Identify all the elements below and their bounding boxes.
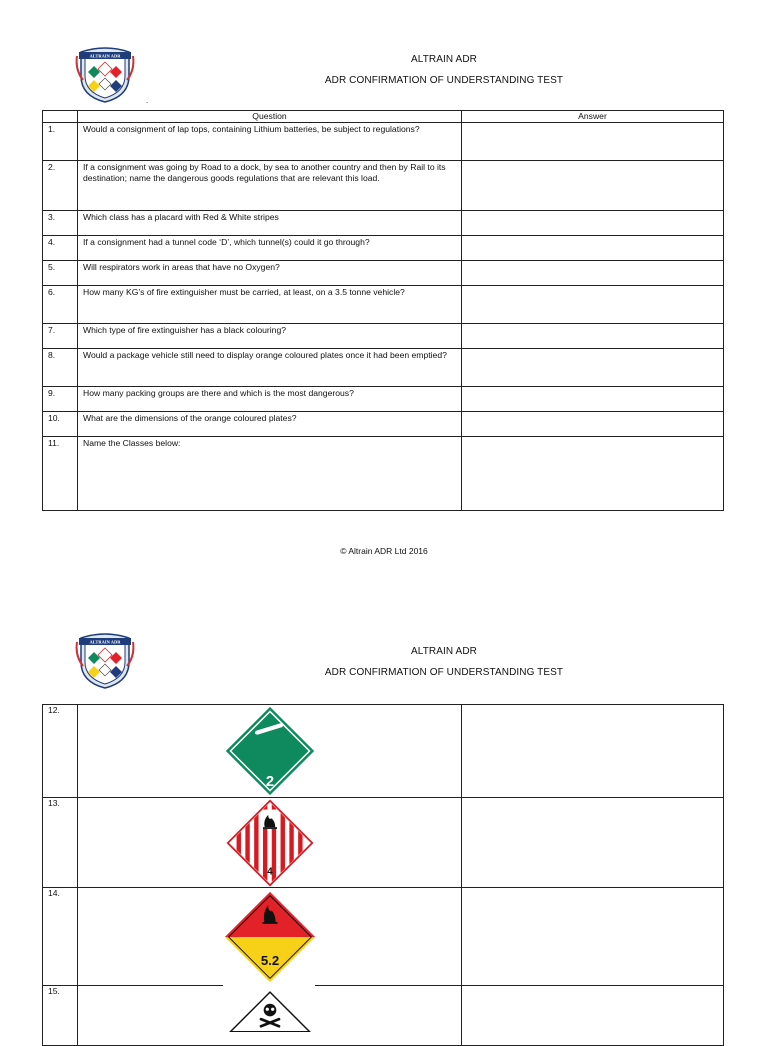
row-number: 8. xyxy=(43,349,78,387)
document-subtitle: ADR CONFIRMATION OF UNDERSTANDING TEST xyxy=(324,667,564,678)
row-number: 13. xyxy=(43,798,78,888)
answer-cell[interactable] xyxy=(462,236,724,261)
table-row xyxy=(43,261,724,286)
placard-class-number: 5.2 xyxy=(260,952,279,968)
placard-cell xyxy=(78,986,462,1046)
row-number: 10. xyxy=(43,412,78,437)
answer-cell[interactable] xyxy=(462,123,724,161)
row-number: 11. xyxy=(43,437,78,511)
table-row xyxy=(43,236,724,261)
answer-column-header: Answer xyxy=(462,111,724,123)
company-crest-logo xyxy=(75,44,135,104)
row-number: 9. xyxy=(43,387,78,412)
row-number: 3. xyxy=(43,211,78,236)
answer-cell[interactable] xyxy=(462,261,724,286)
answer-cell[interactable] xyxy=(462,705,724,798)
answer-cell[interactable] xyxy=(462,888,724,986)
table-row xyxy=(43,888,724,986)
stray-dot: . xyxy=(146,96,149,105)
questions-table xyxy=(42,110,724,511)
answer-cell[interactable] xyxy=(462,387,724,412)
answer-cell[interactable] xyxy=(462,412,724,437)
flame-icon xyxy=(225,799,315,887)
table-row xyxy=(43,211,724,236)
answer-cell[interactable] xyxy=(462,161,724,211)
answer-cell[interactable] xyxy=(462,798,724,888)
placard-cell xyxy=(78,888,462,986)
table-row xyxy=(43,387,724,412)
row-number: 5. xyxy=(43,261,78,286)
question-text: Would a consignment of lap tops, containing Lithium batteries, be subject to regulations? xyxy=(78,123,462,161)
row-number: 12. xyxy=(43,705,78,798)
question-text: Will respirators work in areas that have no Oxygen? xyxy=(78,261,462,286)
answer-cell[interactable] xyxy=(462,437,724,511)
placards-table xyxy=(42,704,724,1046)
placard-cell xyxy=(78,705,462,798)
answer-cell[interactable] xyxy=(462,986,724,1046)
row-number: 6. xyxy=(43,286,78,324)
table-row xyxy=(43,705,724,798)
row-number: 15. xyxy=(43,986,78,1046)
row-number: 7. xyxy=(43,324,78,349)
question-text: Would a package vehicle still need to display orange coloured plates once it had been emptied? xyxy=(78,349,462,387)
row-number: 4. xyxy=(43,236,78,261)
question-text: Name the Classes below: xyxy=(78,437,462,511)
question-text: How many packing groups are there and which is the most dangerous? xyxy=(78,387,462,412)
question-text: If a consignment had a tunnel code ‘D’, which tunnel(s) could it go through? xyxy=(78,236,462,261)
svg-text:ALTRAIN ADR: ALTRAIN ADR xyxy=(89,53,121,59)
row-number: 14. xyxy=(43,888,78,986)
table-row xyxy=(43,286,724,324)
question-text: Which class has a placard with Red & White stripes xyxy=(78,211,462,236)
document-subtitle: ADR CONFIRMATION OF UNDERSTANDING TEST xyxy=(324,75,564,86)
gas-cylinder-icon xyxy=(223,705,317,797)
table-row xyxy=(43,986,724,1046)
answer-cell[interactable] xyxy=(462,211,724,236)
question-text: Which type of fire extinguisher has a black colouring? xyxy=(78,324,462,349)
question-text: What are the dimensions of the orange coloured plates? xyxy=(78,412,462,437)
row-number: 2. xyxy=(43,161,78,211)
table-row xyxy=(43,324,724,349)
table-row xyxy=(43,798,724,888)
placard-class-number: 2 xyxy=(265,773,274,790)
question-text: If a consignment was going by Road to a dock, by sea to another country and then by Rail to its destination; name the dangerous goods regulations that are relevant this load. xyxy=(78,161,462,211)
row-number: 1. xyxy=(43,123,78,161)
company-crest-logo xyxy=(75,630,135,690)
svg-text:ALTRAIN ADR: ALTRAIN ADR xyxy=(89,639,121,645)
table-row xyxy=(43,437,724,511)
document-title: ALTRAIN ADR xyxy=(411,646,477,657)
table-header-row xyxy=(43,111,724,123)
placard-cell xyxy=(78,798,462,888)
placard-class-number: 4 xyxy=(266,866,273,878)
number-column-header xyxy=(43,111,78,123)
question-text: How many KG’s of fire extinguisher must be carried, at least, on a 3.5 tonne vehicle? xyxy=(78,286,462,324)
flame-icon xyxy=(222,890,318,984)
skull-crossbones-icon xyxy=(225,990,315,1032)
table-row xyxy=(43,123,724,161)
table-row xyxy=(43,412,724,437)
answer-cell[interactable] xyxy=(462,324,724,349)
copyright-footer: © Altrain ADR Ltd 2016 xyxy=(340,546,428,556)
document-title: ALTRAIN ADR xyxy=(411,54,477,65)
question-column-header: Question xyxy=(78,111,462,123)
answer-cell[interactable] xyxy=(462,286,724,324)
answer-cell[interactable] xyxy=(462,349,724,387)
table-row xyxy=(43,161,724,211)
table-row xyxy=(43,349,724,387)
